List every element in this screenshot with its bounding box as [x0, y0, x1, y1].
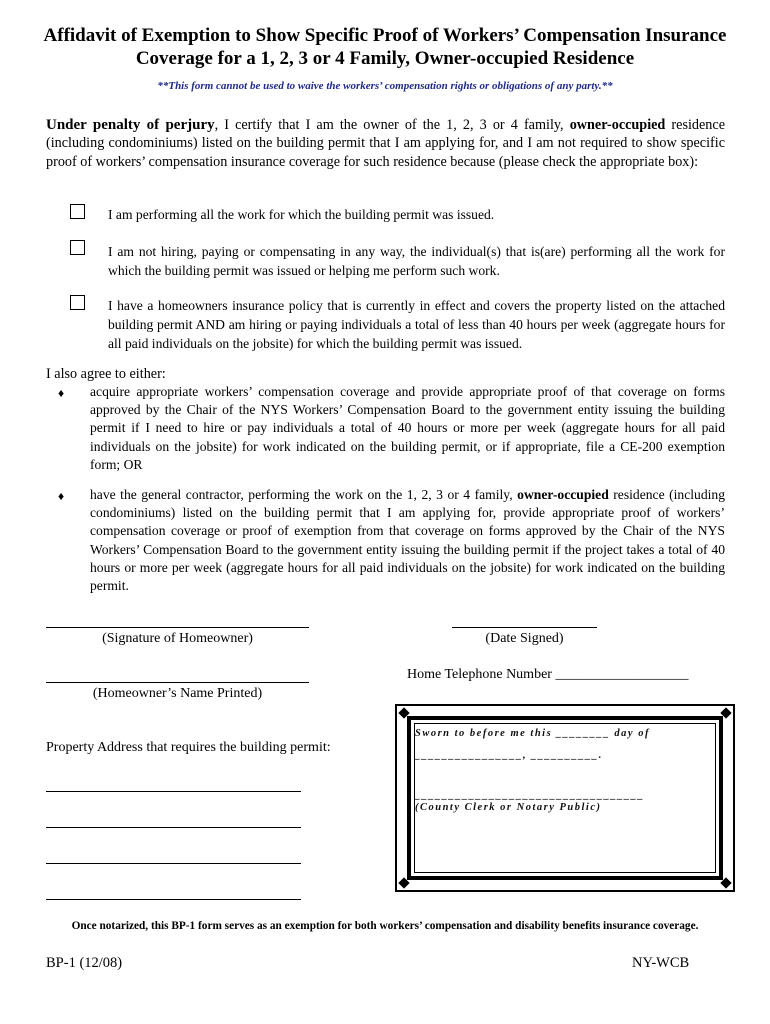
home-telephone-field[interactable]: Home Telephone Number ___________________ — [407, 667, 689, 682]
address-line-1[interactable] — [46, 791, 301, 792]
agency-code: NY-WCB — [632, 955, 690, 971]
notary-date-line[interactable]: ________________, __________. — [415, 750, 603, 761]
notary-signature-line[interactable]: __________________________________ — [415, 790, 645, 801]
address-line-2[interactable] — [46, 827, 301, 828]
signature-line[interactable] — [46, 627, 309, 628]
notary-sworn-line[interactable]: Sworn to before me this ________ day of — [415, 728, 650, 739]
form-title — [20, 24, 750, 70]
property-address-label: Property Address that requires the building permit: — [46, 740, 331, 755]
form-number: BP-1 (12/08) — [46, 955, 123, 971]
address-line-3[interactable] — [46, 863, 301, 864]
address-line-4[interactable] — [46, 899, 301, 900]
printed-name-caption: (Homeowner’s Name Printed) — [92, 686, 263, 701]
bullet-2-part1: have the general contractor, performing the work on the 1, 2, 3 or 4 family, — [90, 487, 518, 502]
date-line[interactable] — [452, 627, 597, 628]
signature-caption: (Signature of Homeowner) — [102, 631, 253, 646]
intro-bold: owner-occupied — [569, 117, 666, 133]
intro-lead: Under penalty of perjury — [46, 117, 215, 133]
notarized-footnote: Once notarized, this BP-1 form serves as an exemption for both workers’ compensation and disability benefits insurance coverage. — [71, 920, 699, 932]
bullet-2-bold: owner-occupied — [517, 487, 609, 502]
form-title-line1: Affidavit of Exemption to Show Specific Proof of Workers’ Compensation Insurance — [43, 25, 727, 46]
bullet-1-text: acquire appropriate workers’ compensation coverage and provide appropriate proof of that coverage on forms approved by the Chair of the NYS Workers’ Compensation Board to the government entity issuing the building permit if I need to hire or pay individuals a total of 40 hours or more per week (aggregate hours for all paid individuals on the jobsite) for work indicated on the building permit, or if appropriate, file a CE-200 exemption form; OR — [90, 384, 725, 472]
notary-box — [395, 704, 735, 892]
date-caption: (Date Signed) — [485, 631, 564, 646]
option-2-text: I am not hiring, paying or compensating in any way, the individual(s) that is(are) performing all the work for which the building permit was issued or helping me perform such work. — [108, 244, 725, 278]
form-title-line2: Coverage for a 1, 2, 3 or 4 Family, Owner-occupied Residence — [135, 48, 635, 69]
intro-paragraph — [46, 116, 725, 171]
intro-part2: residence (including condominiums) listed on the building permit that I am applying for, and I am not required to show specific proof of workers’ compensation insurance coverage for such residence because (please check the appropriate box): — [46, 117, 725, 170]
option-3-checkbox[interactable] — [70, 295, 85, 310]
option-2-checkbox[interactable] — [70, 240, 85, 255]
bullet-2-text — [90, 486, 725, 595]
bullet-2-part2: residence (including condominiums) listed on the building permit that I am applying for, provide appropriate proof of workers’ compensation coverage or proof of exemption from that coverage on forms approved by the Chair of the NYS Workers’ Compensation Board to the government entity issuing the building permit if the project takes a total of 40 hours or more per week (aggregate hours for all paid individuals on the jobsite) for work indicated on the building permit. — [90, 487, 725, 594]
agree-intro: I also agree to either: — [46, 366, 166, 382]
option-1-checkbox[interactable] — [70, 204, 85, 219]
option-3-text: I have a homeowners insurance policy that is currently in effect and covers the property listed on the attached building permit AND am hiring or paying individuals a total of less than 40 hours per week (aggregate hours for all paid individuals on the jobsite) for which the building permit was issued. — [108, 298, 725, 351]
bullet-1-symbol: ♦ — [58, 386, 65, 400]
printed-name-line[interactable] — [46, 682, 309, 683]
notary-caption: (County Clerk or Notary Public) — [415, 802, 602, 813]
bullet-2-symbol: ♦ — [58, 489, 65, 503]
waiver-notice: **This form cannot be used to waive the workers’ compensation rights or obligations of any party.** — [157, 80, 613, 92]
option-1-text: I am performing all the work for which the building permit was issued. — [108, 207, 495, 222]
intro-part1: , I certify that I am the owner of the 1, 2, 3 or 4 family, — [214, 117, 570, 133]
